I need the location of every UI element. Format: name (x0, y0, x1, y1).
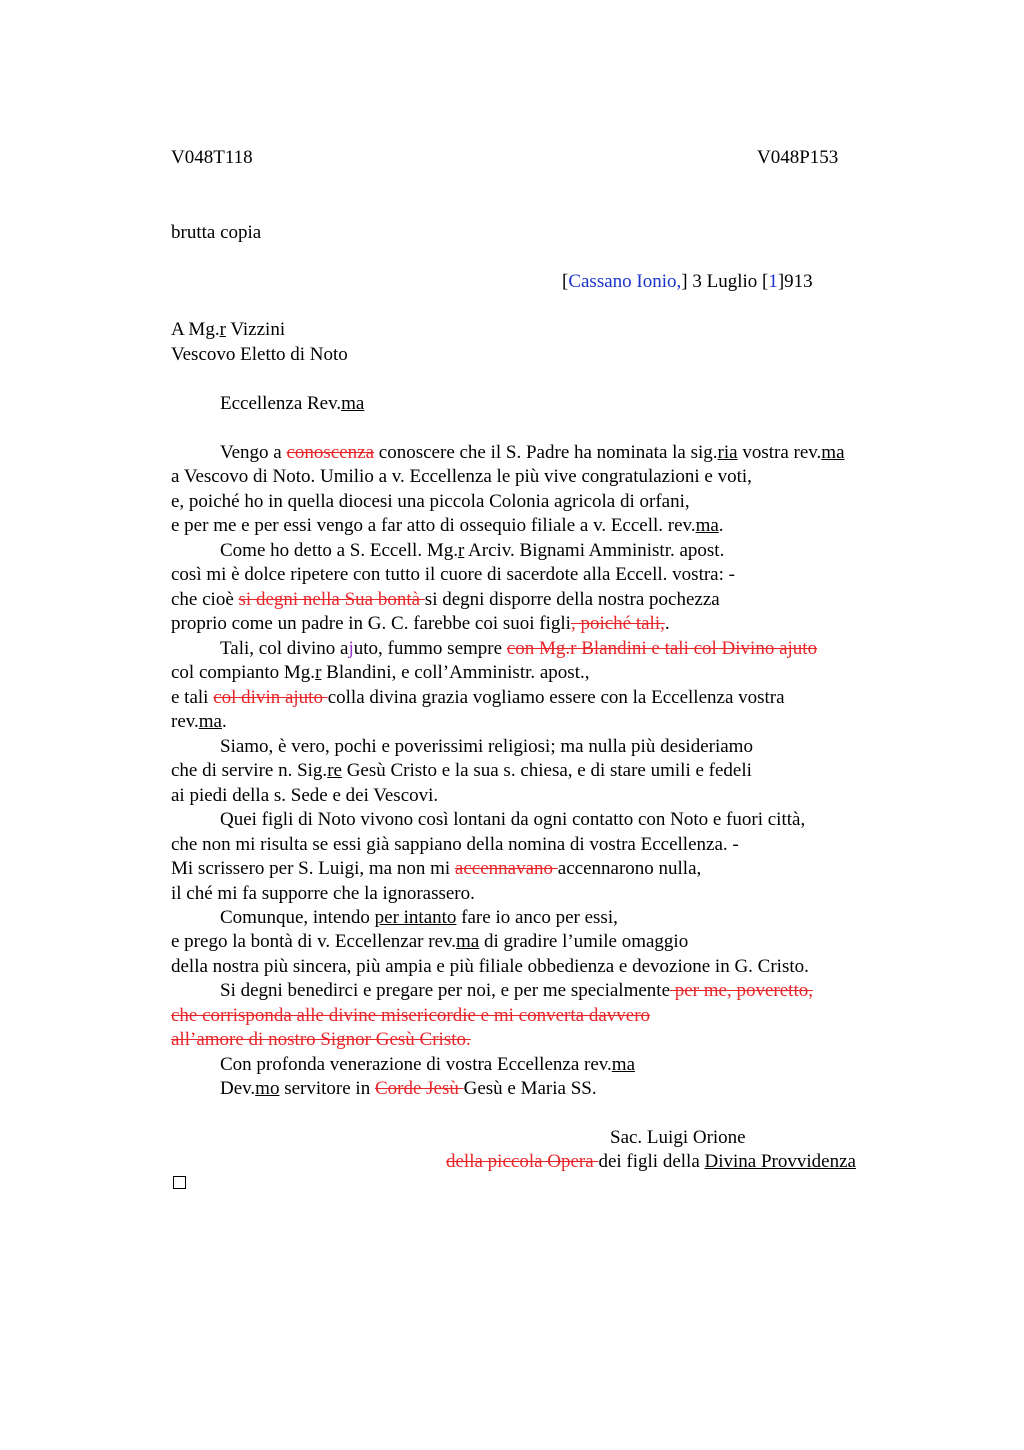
deletion: per me, poveretto, (670, 980, 813, 1001)
body-line: a Vescovo di Noto. Umilio a v. Eccellenza le più vive congratulazioni e voti, (171, 466, 752, 487)
deletion: della piccola Opera (446, 1151, 599, 1172)
body-line: e, poiché ho in quella diocesi una piccola Colonia agricola di orfani, (171, 491, 690, 512)
deletion: Corde Jesù (374, 1078, 464, 1099)
body-line: che cioè si degni nella Sua bontà si degni disporre della nostra pochezza (171, 589, 720, 610)
body-line: il ché mi fa supporre che la ignorassero. (171, 883, 475, 904)
body-line: Quei figli di Noto vivono così lontani da ogni contatto con Noto e fuori città, (220, 809, 806, 830)
salutation: Eccellenza Rev.ma (220, 393, 365, 414)
body-line: proprio come un padre in G. C. farebbe coi suoi figli, poiché tali,. (171, 613, 670, 634)
body-line (171, 1028, 471, 1053)
year-rest: ]913 (777, 271, 813, 292)
square-outline-icon (173, 1176, 186, 1189)
deletion: all’amore di nostro Signor Gesù Cristo. (171, 1029, 471, 1050)
deletion: conoscenza (286, 442, 375, 463)
body-line: Mi scrissero per S. Luigi, ma non mi accennavano accennarono nulla, (171, 858, 702, 879)
body-line: e prego la bontà di v. Eccellenzar rev.ma di gradire l’umile omaggio (171, 931, 689, 952)
body-line: Vengo a conoscenza conoscere che il S. Padre ha nominata la sig.ria vostra rev.ma (220, 442, 845, 463)
body-line: e per me e per essi vengo a far atto di ossequio filiale a v. Eccell. rev.ma. (171, 515, 724, 536)
closing-line: Con profonda venerazione di vostra Eccellenza rev.ma (220, 1054, 636, 1075)
recipient-line-1: A Mg.r Vizzini (171, 319, 286, 340)
body-line: rev.ma. (171, 711, 227, 732)
document-code-left: V048T118 (171, 147, 253, 168)
date-text: ] 3 Luglio [ (681, 271, 769, 292)
body-line: Comunque, intendo per intanto fare io anco per essi, (220, 907, 618, 928)
deletion: col divin ajuto (213, 687, 328, 708)
body-line: della nostra più sincera, più ampia e più filiale obbedienza e devozione in G. Cristo. (171, 956, 809, 977)
draft-note: brutta copia (171, 222, 262, 243)
recipient-line-2: Vescovo Eletto di Noto (171, 344, 348, 365)
place-name: Cassano Ionio, (568, 271, 682, 292)
body-line (171, 1004, 650, 1029)
dateline (562, 270, 813, 295)
body-line: che di servire n. Sig.re Gesù Cristo e la sua s. chiesa, e di stare umili e fedeli (171, 760, 752, 781)
body-line: Come ho detto a S. Eccell. Mg.r Arciv. Bignami Amministr. apost. (220, 540, 725, 561)
deletion: con Mg.r Blandini e tali col Divino ajuto (506, 638, 818, 659)
deletion: che corrisponda alle divine misericordie e mi converta davvero (171, 1005, 651, 1026)
body-line: Siamo, è vero, pochi e poverissimi religiosi; ma nulla più desideriamo (220, 736, 753, 757)
signature-congregation: della piccola Opera dei figli della Divina Provvidenza (446, 1151, 856, 1172)
document-code-right: V048P153 (757, 147, 839, 168)
body-line: Tali, col divino ajuto, fummo sempre con Mg.r Blandini e tali col Divino ajuto (220, 638, 818, 659)
deletion: accennavano (454, 858, 558, 879)
body-line: che non mi risulta se essi già sappiano della nomina di vostra Eccellenza. - (171, 834, 739, 855)
deletion: , poiché tali, (570, 613, 665, 634)
body-line: ai piedi della s. Sede e dei Vescovi. (171, 785, 439, 806)
body-line: Si degni benedirci e pregare per noi, e per me specialmente per me, poveretto, (220, 980, 813, 1001)
body-line: e tali col divin ajuto colla divina grazia vogliamo essere con la Eccellenza vostra (171, 687, 785, 708)
emendation: j (348, 638, 354, 659)
closing-line: Dev.mo servitore in Corde Jesù Gesù e Maria SS. (220, 1078, 597, 1099)
bracket: [ (562, 271, 569, 292)
year-digit: 1 (768, 271, 778, 292)
body-line: col compianto Mg.r Blandini, e coll’Amministr. apost., (171, 662, 590, 683)
signature-name: Sac. Luigi Orione (610, 1127, 746, 1148)
deletion: si degni nella Sua bontà (238, 589, 425, 610)
body-line: così mi è dolce ripetere con tutto il cuore di sacerdote alla Eccell. vostra: - (171, 564, 735, 585)
